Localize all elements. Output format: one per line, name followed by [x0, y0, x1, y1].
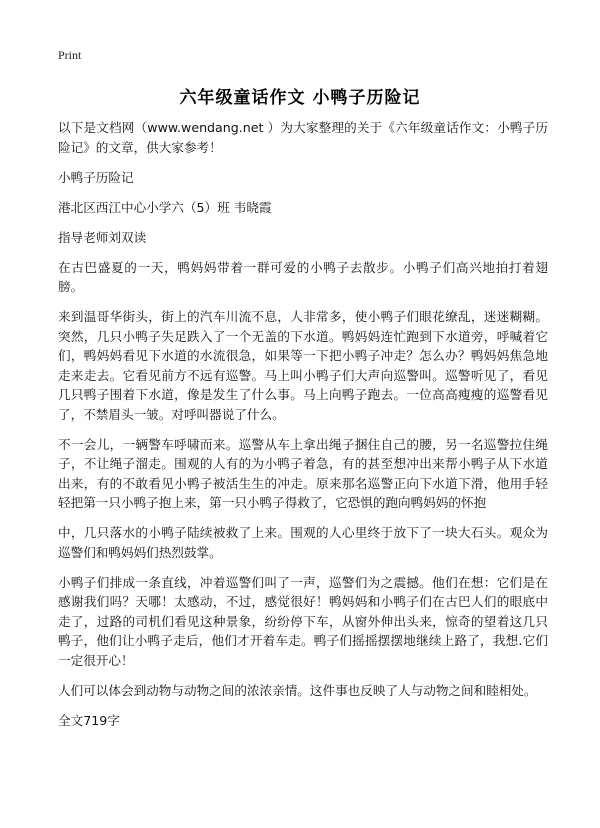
teacher-line: 指导老师刘双读: [58, 229, 147, 245]
story-paragraph: 小鸭子们排成一条直线，冲着巡警们叫了一声，巡警们为之震撼。他们在想：它们是在感谢我们吗？天哪！太感动，不过，感觉很好！鸭妈妈和小鸭子们在古巴人们的眼底中走了，过路的司机们看见这种景象，纷纷停下车，从窗外伸出头来，惊奇的望着这几只鸭子，他们让小鸭子走后，他们才开着车走。鸭子们摇摇摆摆地继续上路了，我想.它们一定很开心！: [58, 574, 548, 668]
intro-paragraph: 以下是文档网（www.wendang.net ）为大家整理的关于《六年级童话作文：小鸭子历险记》的文章，供大家参考！: [58, 120, 548, 155]
word-count: 全文719字: [58, 712, 120, 728]
story-paragraph: 中，几只落水的小鸭子陆续被救了上来。围观的人心里终于放下了一块大石头。观众为巡警们和鸭妈妈们热烈鼓掌。: [58, 525, 548, 560]
document-title: 六年级童话作文 小鸭子历险记: [179, 88, 421, 108]
story-paragraph: 不一会儿，一辆警车呼啸而来。巡警从车上拿出绳子捆住自己的腰，另一名巡警拉住绳子，不让绳子溜走。围观的人有的为小鸭子着急，有的甚至想冲出来帮小鸭子从下水道出来，有的不敢看见小鸭子被活生生的冲走。原来那名巡警正向下水道下滑，他用手轻轻把第一只小鸭子抱上来，第一只小鸭子得救了，它恐惧的跑向鸭妈妈的怀抱: [58, 436, 548, 510]
story-title: 小鸭子历险记: [58, 169, 134, 185]
story-paragraph: 人们可以体会到动物与动物之间的浓浓亲情。这件事也反映了人与动物之间和睦相处。: [58, 682, 537, 698]
document-body: [58, 118, 548, 741]
story-paragraph: 来到温哥华街头，街上的汽车川流不息，人非常多，使小鸭子们眼花缭乱，迷迷糊糊。突然，几只小鸭子失足跌入了一个无盖的下水道。鸭妈妈连忙跑到下水道旁，呼喊着它们，鸭妈妈看见下水道的水流很急，如果等一下把小鸭子冲走？怎么办？鸭妈妈焦急地走来走去。它看见前方不远有巡警。马上叫小鸭子们大声向巡警叫。巡警听见了，看见几只鸭子围着下水道，像是发生了什么事。马上向鸭子跑去。一位高高瘦瘦的巡警看见了，不禁眉头一皱。对呼叫器说了什么。: [58, 309, 548, 422]
author-line: 港北区西江中心小学六（5）班 韦晓霞: [58, 199, 272, 215]
story-paragraph: 在古巴盛夏的一天，鸭妈妈带着一群可爱的小鸭子去散步。小鸭子们高兴地拍打着翅膀。: [58, 259, 548, 294]
print-label: Print: [58, 48, 82, 62]
